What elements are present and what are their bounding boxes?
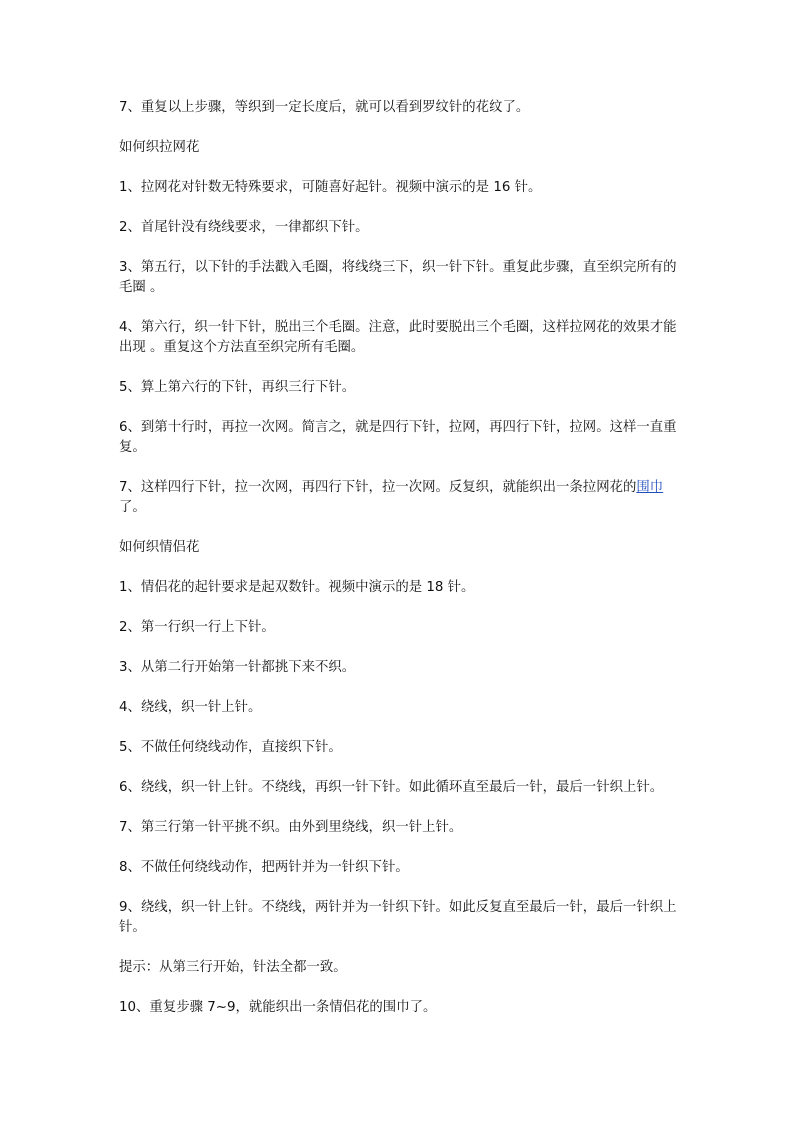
section-heading-qinglv: 如何织情侣花 [119, 540, 200, 555]
paragraph-lawang-step-5: 5、算上第六行的下针，再织三行下针。 [119, 380, 356, 395]
paragraph-qinglv-step-8: 8、不做任何绕线动作，把两针并为一针织下针。 [119, 860, 409, 875]
paragraph-text-after-link: 了。 [119, 500, 146, 515]
document-body [119, 98, 677, 1038]
section-heading-lawang: 如何织拉网花 [119, 140, 200, 155]
paragraph-lawang-step-1: 1、拉网花对针数无特殊要求，可随喜好起针。视频中演示的是 16 针。 [119, 180, 542, 195]
paragraph-qinglv-step-7: 7、第三行第一针平挑不织。由外到里绕线，织一针上针。 [119, 820, 463, 835]
scarf-link[interactable]: 围巾 [636, 480, 664, 495]
paragraph-qinglv-step-6: 6、绕线，织一针上针。不绕线，再织一针下针。如此循环直至最后一针，最后一针织上针。 [119, 780, 664, 795]
paragraph-lawang-step-3: 3、第五行，以下针的手法戳入毛圈，将线绕三下，织一针下针。重复此步骤，直至织完所有的毛圈 。 [119, 260, 677, 295]
paragraph-lawang-step-4: 4、第六行，织一针下针，脱出三个毛圈。注意，此时要脱出三个毛圈，这样拉网花的效果才能出现 。重复这个方法直至织完所有毛圈。 [119, 320, 677, 355]
paragraph-qinglv-step-4: 4、绕线，织一针上针。 [119, 700, 262, 715]
paragraph-rib-step-7: 7、重复以上步骤，等织到一定长度后，就可以看到罗纹针的花纹了。 [119, 100, 530, 115]
paragraph-qinglv-step-2: 2、第一行织一行上下针。 [119, 620, 275, 635]
paragraph-qinglv-step-10: 10、重复步骤 7~9，就能织出一条情侣花的围巾了。 [119, 1000, 437, 1015]
paragraph-qinglv-step-5: 5、不做任何绕线动作，直接织下针。 [119, 740, 342, 755]
paragraph-lawang-step-2: 2、首尾针没有绕线要求，一律都织下针。 [119, 220, 369, 235]
paragraph-qinglv-step-1: 1、情侣花的起针要求是起双数针。视频中演示的是 18 针。 [119, 580, 475, 595]
paragraph-tip: 提示：从第三行开始，针法全都一致。 [119, 960, 347, 975]
paragraph-qinglv-step-3: 3、从第二行开始第一针都挑下来不织。 [119, 660, 356, 675]
paragraph-lawang-step-6: 6、到第十行时，再拉一次网。简言之，就是四行下针，拉网，再四行下针，拉网。这样一直重复。 [119, 420, 677, 455]
paragraph-lawang-step-7 [119, 478, 677, 518]
paragraph-text-before-link: 7、这样四行下针，拉一次网，再四行下针，拉一次网。反复织，就能织出一条拉网花的 [119, 480, 637, 495]
paragraph-qinglv-step-9: 9、绕线，织一针上针。不绕线，两针并为一针织下针。如此反复直至最后一针，最后一针织上针。 [119, 900, 677, 935]
